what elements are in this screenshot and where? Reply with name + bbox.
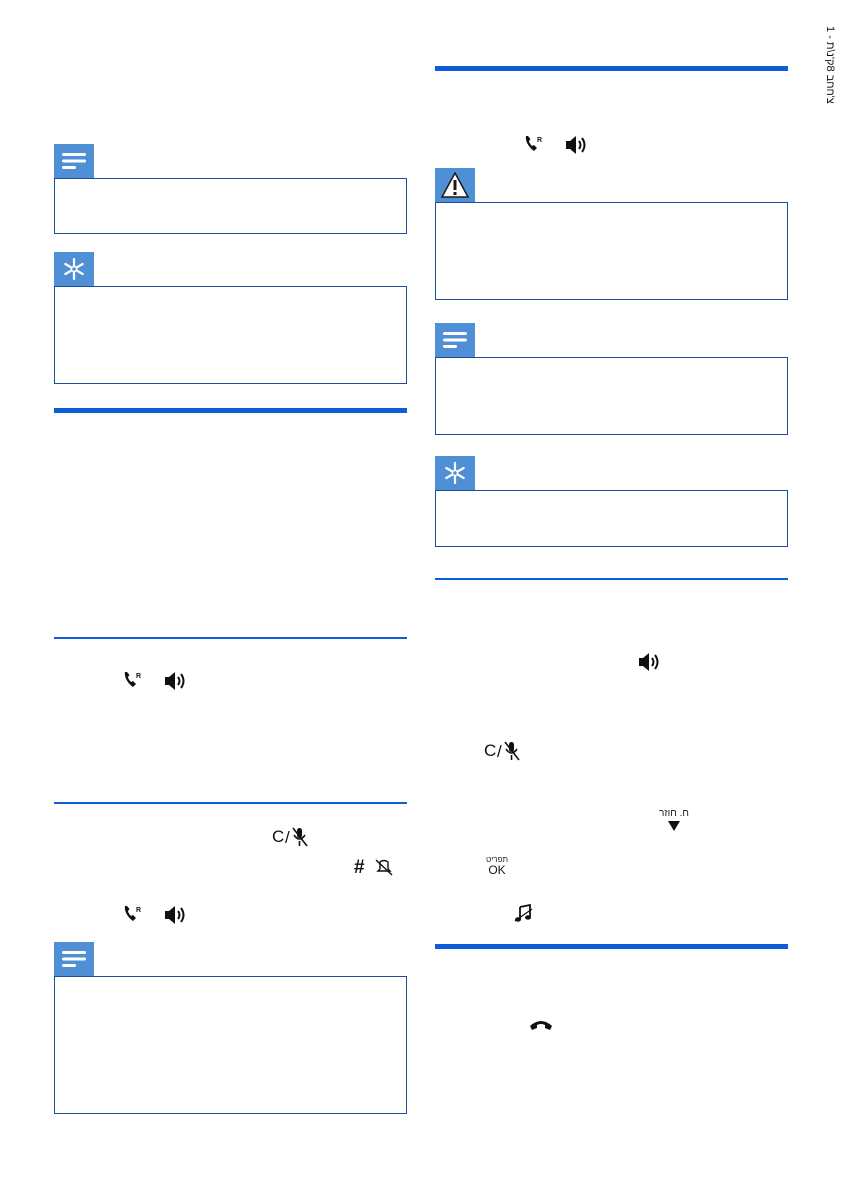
menu-label: תפריט <box>486 855 508 864</box>
note-badge <box>54 942 94 976</box>
ok-label: OK <box>488 863 506 877</box>
tip-box <box>435 490 788 547</box>
music-note-icon <box>513 904 533 924</box>
warning-box <box>435 202 788 300</box>
tip-badge <box>435 456 475 490</box>
note-box <box>54 178 407 234</box>
note-box <box>435 357 788 435</box>
speaker-icon <box>164 905 192 925</box>
note-icon <box>61 950 87 968</box>
svg-text:C: C <box>484 741 497 760</box>
subsection-rule <box>435 578 788 580</box>
redial-label: ח. חוזר <box>659 808 689 819</box>
c-glyph: C <box>272 827 285 846</box>
note-box <box>54 976 407 1114</box>
subsection-rule <box>54 802 407 804</box>
speaker-icon <box>565 135 593 155</box>
section-rule <box>435 944 788 949</box>
svg-text:#: # <box>354 857 365 878</box>
note-icon <box>61 152 87 170</box>
tip-asterisk-icon <box>443 461 467 485</box>
svg-text:R: R <box>136 673 142 680</box>
tip-box <box>54 286 407 384</box>
svg-text:/: / <box>285 828 290 847</box>
svg-text:R: R <box>136 907 142 914</box>
note-badge <box>54 144 94 178</box>
section-rule <box>435 66 788 71</box>
end-call-icon <box>528 1018 554 1034</box>
redial-down-icon <box>654 808 694 833</box>
svg-text:/: / <box>497 742 502 761</box>
side-page-label: 1 - צ'חחב 8ק'נ\ת <box>824 26 836 104</box>
talk-recall-icon <box>122 904 142 924</box>
tip-asterisk-icon <box>62 257 86 281</box>
tip-badge <box>54 252 94 286</box>
speaker-icon <box>164 671 192 691</box>
clear-mute-icon <box>272 826 312 848</box>
note-icon <box>442 331 468 349</box>
subsection-rule <box>54 637 407 639</box>
menu-ok-icon <box>480 855 514 877</box>
svg-text:R: R <box>537 137 543 144</box>
talk-recall-icon <box>523 134 543 154</box>
speaker-icon <box>638 652 666 672</box>
warning-exclamation-icon <box>441 172 469 198</box>
warning-badge <box>435 168 475 202</box>
talk-recall-icon <box>122 670 142 690</box>
section-rule <box>54 408 407 413</box>
note-badge <box>435 323 475 357</box>
clear-mute-icon <box>484 740 524 762</box>
hash-silent-icon <box>354 856 396 878</box>
